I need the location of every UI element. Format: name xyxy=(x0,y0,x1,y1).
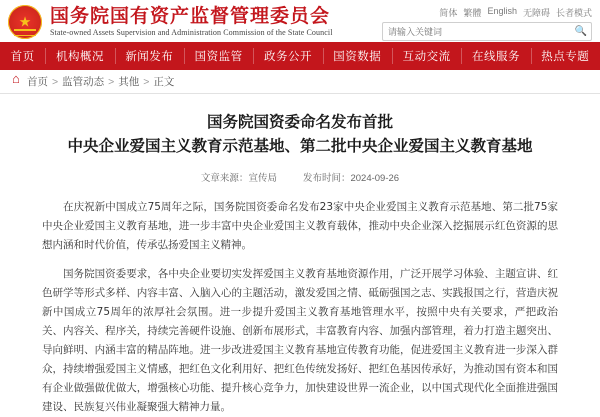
breadcrumb-item-supervision-news[interactable]: 监管动态 xyxy=(62,76,105,88)
home-icon xyxy=(12,76,23,87)
header-utility-area xyxy=(382,6,592,41)
national-emblem-icon xyxy=(8,5,42,39)
site-title: 国务院国有资产监督管理委员会 xyxy=(50,5,331,27)
site-identity xyxy=(50,5,333,39)
breadcrumb xyxy=(0,70,600,94)
breadcrumb-separator-2: > xyxy=(108,75,115,88)
page-title-line-2: 中央企业爱国主义教育示范基地、第二批中央企业爱国主义教育基地 xyxy=(67,137,533,155)
nav-item-online-service[interactable]: 在线服务 xyxy=(461,42,530,70)
breadcrumb-item-home[interactable]: 首页 xyxy=(27,76,48,88)
nav-item-government-affairs[interactable]: 政务公开 xyxy=(253,42,322,70)
breadcrumb-separator-3: > xyxy=(143,75,150,88)
header-top-links xyxy=(382,6,592,19)
site-header xyxy=(0,0,600,42)
article-date-value: 2024-09-26 xyxy=(350,173,400,184)
search-input[interactable] xyxy=(383,24,571,39)
search-box[interactable] xyxy=(382,22,592,41)
article-date xyxy=(303,170,399,184)
header-link-english[interactable]: English xyxy=(487,6,517,16)
header-link-traditional[interactable]: 繁體 xyxy=(463,8,482,18)
nav-item-news[interactable]: 新闻发布 xyxy=(115,42,184,70)
article-date-label: 发布时间： xyxy=(302,173,351,184)
article-paragraph: 国务院国资委要求，各中央企业要切实发挥爱国主义教育基地资源作用，广泛开展学习体验、主题宣讲、红色研学等形式多样、内容丰富、入脑入心的主题活动，激发爱国之情、砥砺强国之志、实践报国之行，营造庆祝新中国成立75周年的浓厚社会氛围。进一步提升爱国主义教育基地管理水平，按照中央有关要求，严把政治关、内容关、程序关，持续完善硬件设施、创新布展形式，丰富教育内容、加强内部管理，着力打造主题突出、导向鲜明、内涵丰富的精品阵地。进一步改进爱国主义教育基地宣传教育功能，促进爱国主义教育进一步深入群众，持续增强爱国主义情感，把红色文化利用好、把红色传统发扬好、把红色基因传承好，为推动国有资本和国有企业做强做优做大，增强核心功能、提升核心竞争力，加快建设世界一流企业，以中国式现代化全面推进强国建设、民族复兴伟业凝聚强大精神力量。 xyxy=(42,268,558,413)
article-body xyxy=(42,198,558,417)
search-icon[interactable]: 🔍 xyxy=(574,25,588,37)
main-nav xyxy=(0,42,600,70)
header-link-elder-mode[interactable]: 长者模式 xyxy=(555,8,592,18)
nav-item-data[interactable]: 国资数据 xyxy=(323,42,392,70)
breadcrumb-item-current: 正文 xyxy=(153,76,175,88)
breadcrumb-separator-1: > xyxy=(52,75,59,88)
nav-item-supervision[interactable]: 国资监管 xyxy=(184,42,253,70)
nav-item-home[interactable]: 首页 xyxy=(10,51,35,63)
header-link-simplified[interactable]: 简体 xyxy=(439,8,458,18)
article xyxy=(0,94,600,417)
page-title-line-1: 国务院国资委命名发布首批 xyxy=(206,113,393,131)
nav-item-interaction[interactable]: 互动交流 xyxy=(392,42,461,70)
article-source-label: 文章来源： xyxy=(200,173,249,184)
article-paragraph: 在庆祝新中国成立75周年之际，国务院国资委命名发布23家中央企业爱国主义教育示范基地、第二批75家中央企业爱国主义教育基地，进一步丰富中央企业爱国主义教育载体，推动中央企业深入挖掘展示红色资源的思想内涵和时代价值，传承弘扬爱国主义精神。 xyxy=(42,201,558,251)
nav-item-organization[interactable]: 机构概况 xyxy=(45,42,114,70)
article-source xyxy=(201,170,277,184)
breadcrumb-item-other[interactable]: 其他 xyxy=(118,76,140,88)
nav-item-topics[interactable]: 热点专题 xyxy=(531,42,600,70)
article-meta xyxy=(42,170,558,192)
article-source-value: 宣传局 xyxy=(248,173,277,184)
header-link-accessibility[interactable]: 无障碍 xyxy=(522,8,550,18)
site-subtitle: State-owned Assets Supervision and Administration Commission of the State Council xyxy=(50,28,333,37)
